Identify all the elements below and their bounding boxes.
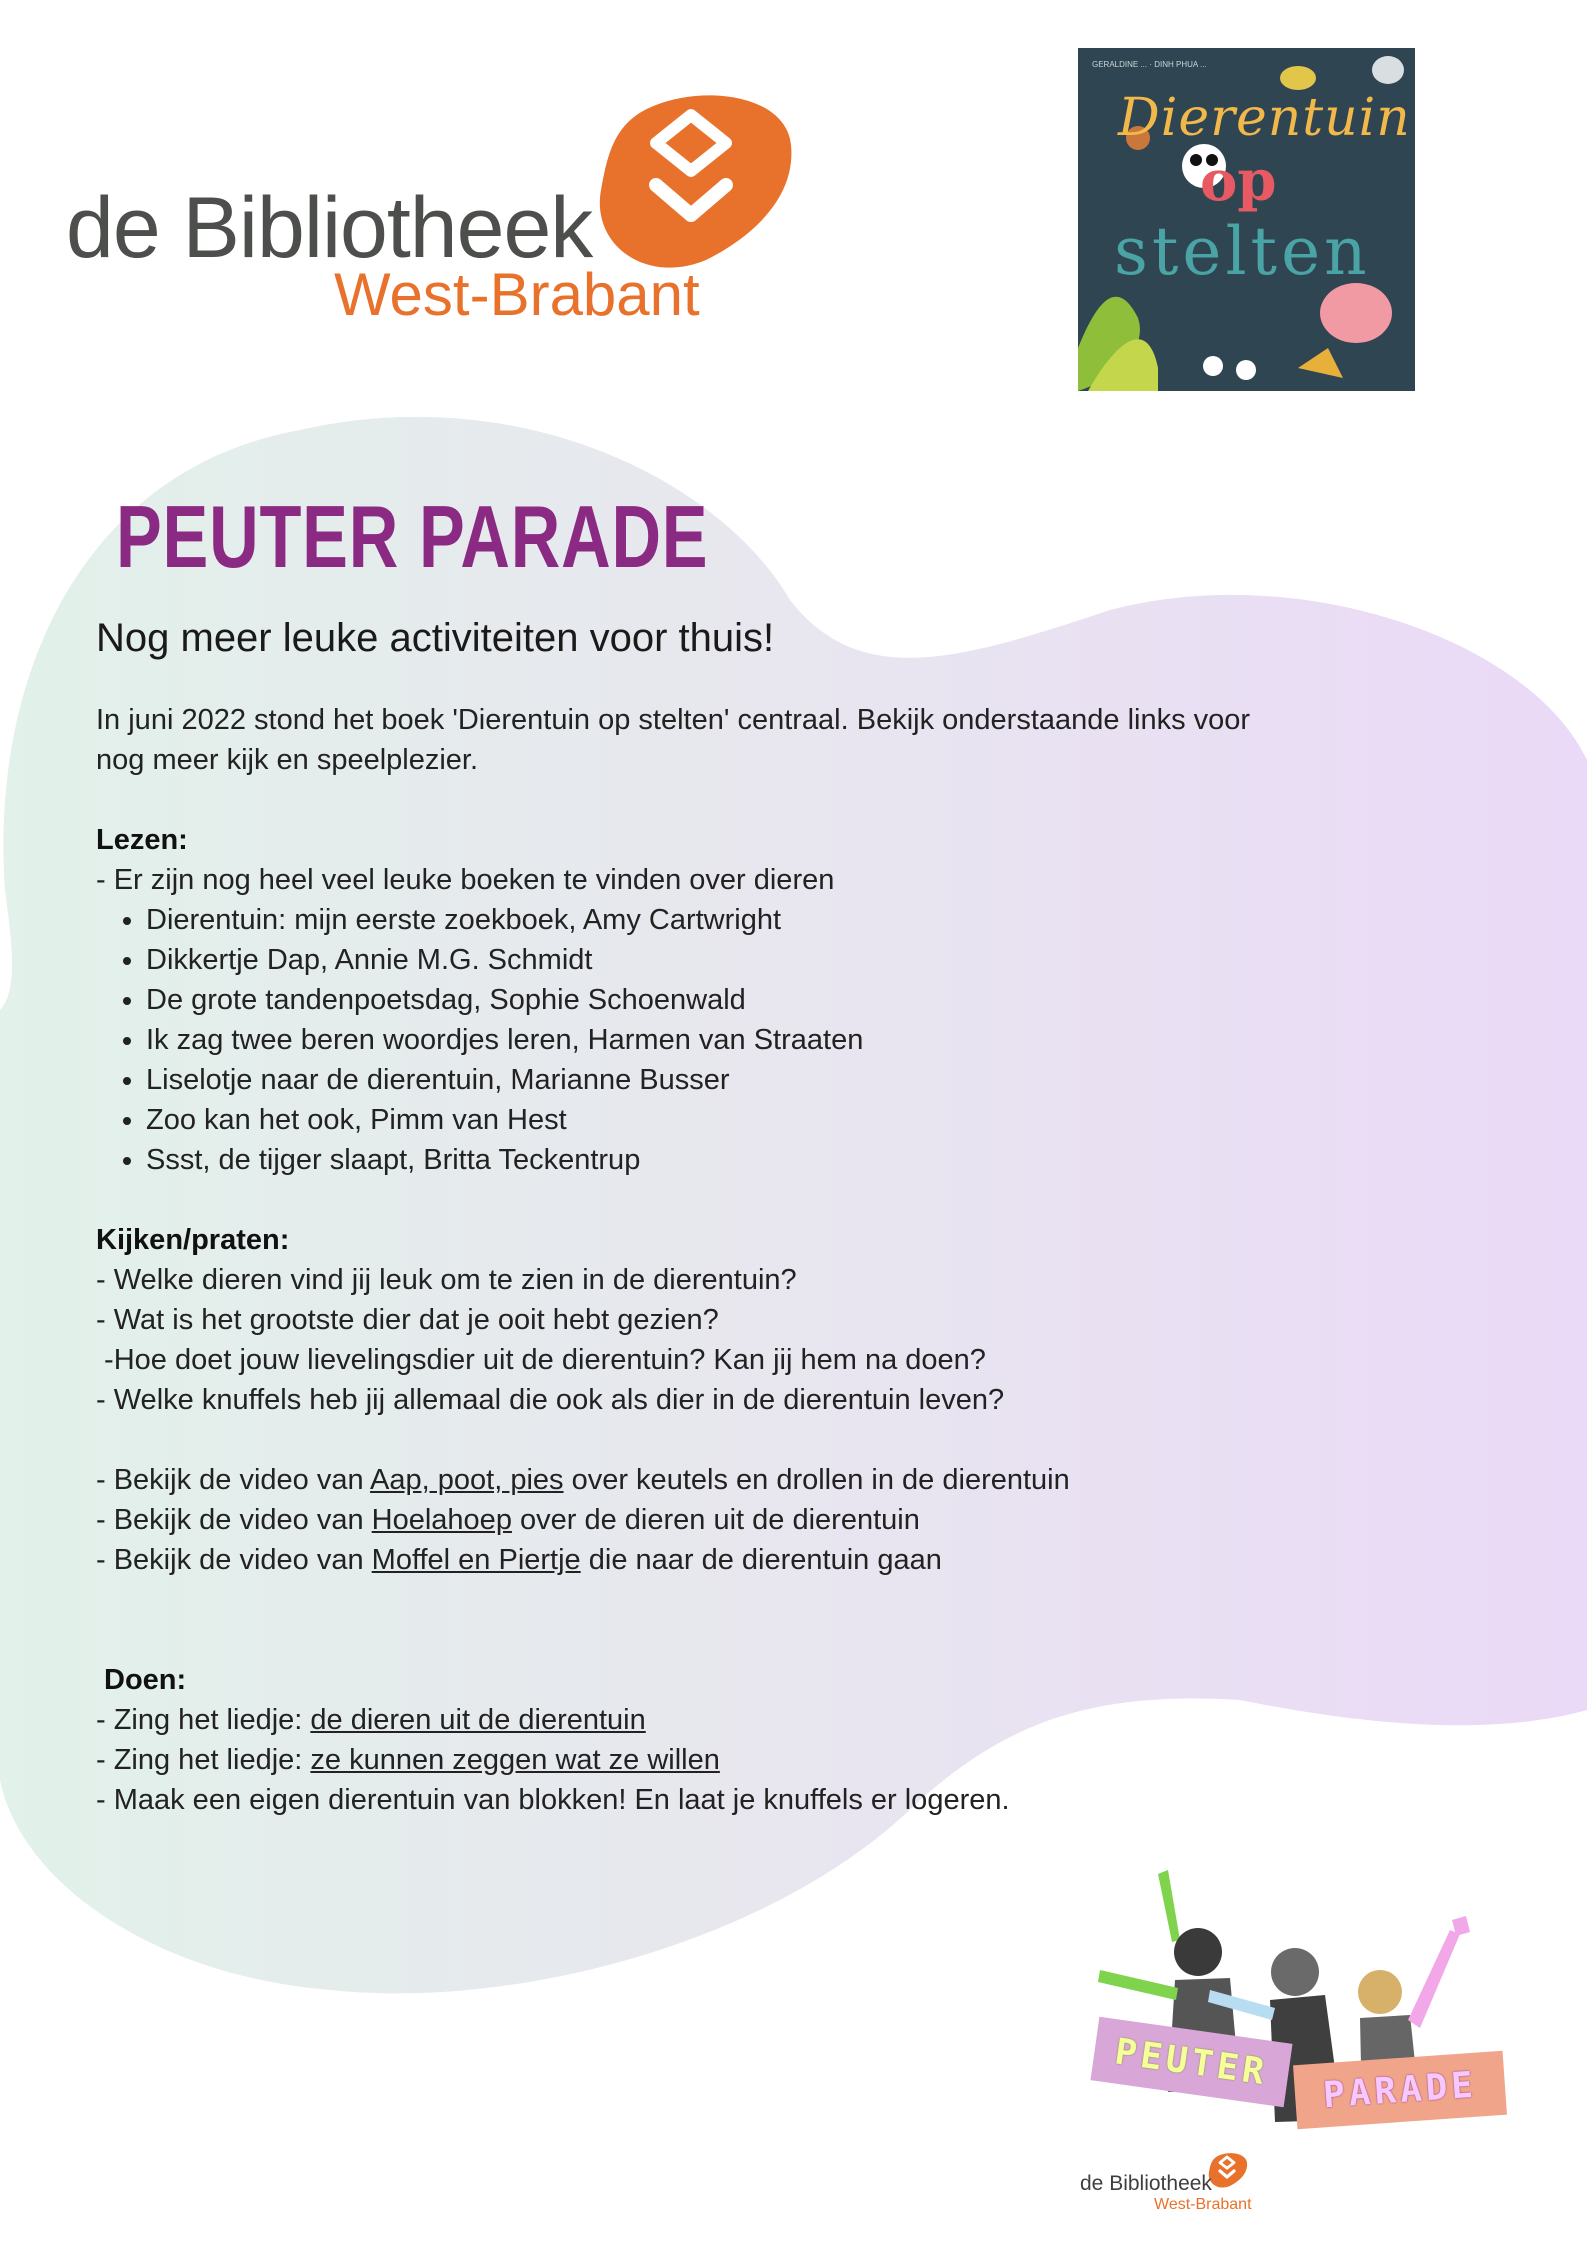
song-line: - Zing het liedje: de dieren uit de dierentuin — [96, 1704, 646, 1736]
list-item: • Zoo kan het ook, Pimm van Hest — [146, 1100, 1296, 1140]
doen-last-line: - Maak een eigen dierentuin van blokken! En laat je knuffels er logeren. — [96, 1784, 1010, 1816]
question-line: -Hoe doet jouw lievelingsdier uit de dierentuin? Kan jij hem na doen? — [96, 1344, 986, 1376]
mini-logo-region: West-Brabant — [1154, 2196, 1252, 2213]
mini-logo-name: de Bibliotheek — [1080, 2172, 1212, 2195]
question-line: - Welke knuffels heb jij allemaal die ook als dier in de dierentuin leven? — [96, 1384, 1005, 1416]
list-item: • Ik zag twee beren woordjes leren, Harmen van Straaten — [146, 1020, 1296, 1060]
cover-authors: GERALDINE ... · DINH PHUA ... — [1092, 60, 1207, 69]
cover-title-line3: stelten — [1114, 213, 1371, 290]
song-link-ze-kunnen-zeggen[interactable]: ze kunnen zeggen wat ze willen — [310, 1744, 720, 1776]
question-line: - Wat is het grootste dier dat je ooit hebt gezien? — [96, 1304, 719, 1336]
logo-region: West-Brabant — [334, 261, 700, 328]
mini-library-logo — [1080, 2150, 1280, 2220]
cover-title-line2: op — [1200, 148, 1277, 214]
book-list — [96, 900, 1296, 1180]
video-line: - Bekijk de video van Moffel en Piertje die naar de dierentuin gaan — [96, 1544, 942, 1576]
video-link-hoelahoep[interactable]: Hoelahoep — [371, 1504, 512, 1536]
list-item: • Ssst, de tijger slaapt, Britta Teckentrup — [146, 1140, 1296, 1180]
peuter-tag: PEUTER — [1090, 2017, 1292, 2108]
logo-name: de Bibliotheek — [66, 180, 593, 276]
library-logo-mark-icon — [1206, 2150, 1248, 2190]
library-logo[interactable] — [66, 85, 746, 345]
list-item: • Dierentuin: mijn eerste zoekboek, Amy Cartwright — [146, 900, 1296, 940]
main-content — [96, 700, 1296, 1820]
video-line: - Bekijk de video van Hoelahoep over de dieren uit de dierentuin — [96, 1504, 920, 1536]
page-title: PEUTER PARADE — [116, 487, 709, 586]
section-heading-lezen: Lezen: — [96, 824, 188, 856]
page-subtitle: Nog meer leuke activiteiten voor thuis! — [96, 616, 775, 660]
list-item: • De grote tandenpoetsdag, Sophie Schoenwald — [146, 980, 1296, 1020]
library-logo-mark-icon — [586, 85, 796, 275]
book-cover-image — [1078, 48, 1415, 391]
parade-tag: PARADE — [1293, 2051, 1507, 2129]
list-item: • Liselotje naar de dierentuin, Marianne Busser — [146, 1060, 1296, 1100]
video-line: - Bekijk de video van Aap, poot, pies over keutels en drollen in de dierentuin — [96, 1464, 1070, 1496]
section-heading-doen: Doen: — [104, 1664, 187, 1696]
song-link-dieren-uit-de-dierentuin[interactable]: de dieren uit de dierentuin — [310, 1704, 646, 1736]
intro-text: In juni 2022 stond het boek 'Dierentuin op stelten' centraal. Bekijk onderstaande links voor nog meer kijk en speelplezier. — [96, 704, 1251, 776]
section-heading-kijken: Kijken/praten: — [96, 1224, 290, 1256]
question-line: - Welke dieren vind jij leuk om te zien in de dierentuin? — [96, 1264, 797, 1296]
list-item: • Dikkertje Dap, Annie M.G. Schmidt — [146, 940, 1296, 980]
song-line: - Zing het liedje: ze kunnen zeggen wat ze willen — [96, 1744, 720, 1776]
video-link-moffel-en-piertje[interactable]: Moffel en Piertje — [371, 1544, 581, 1576]
peuter-parade-promo — [1080, 1860, 1510, 2220]
cover-title-line1: Dierentuin — [1118, 88, 1411, 148]
lezen-lead: - Er zijn nog heel veel leuke boeken te vinden over dieren — [96, 864, 835, 896]
video-link-aap-poot-pies[interactable]: Aap, poot, pies — [370, 1464, 564, 1496]
